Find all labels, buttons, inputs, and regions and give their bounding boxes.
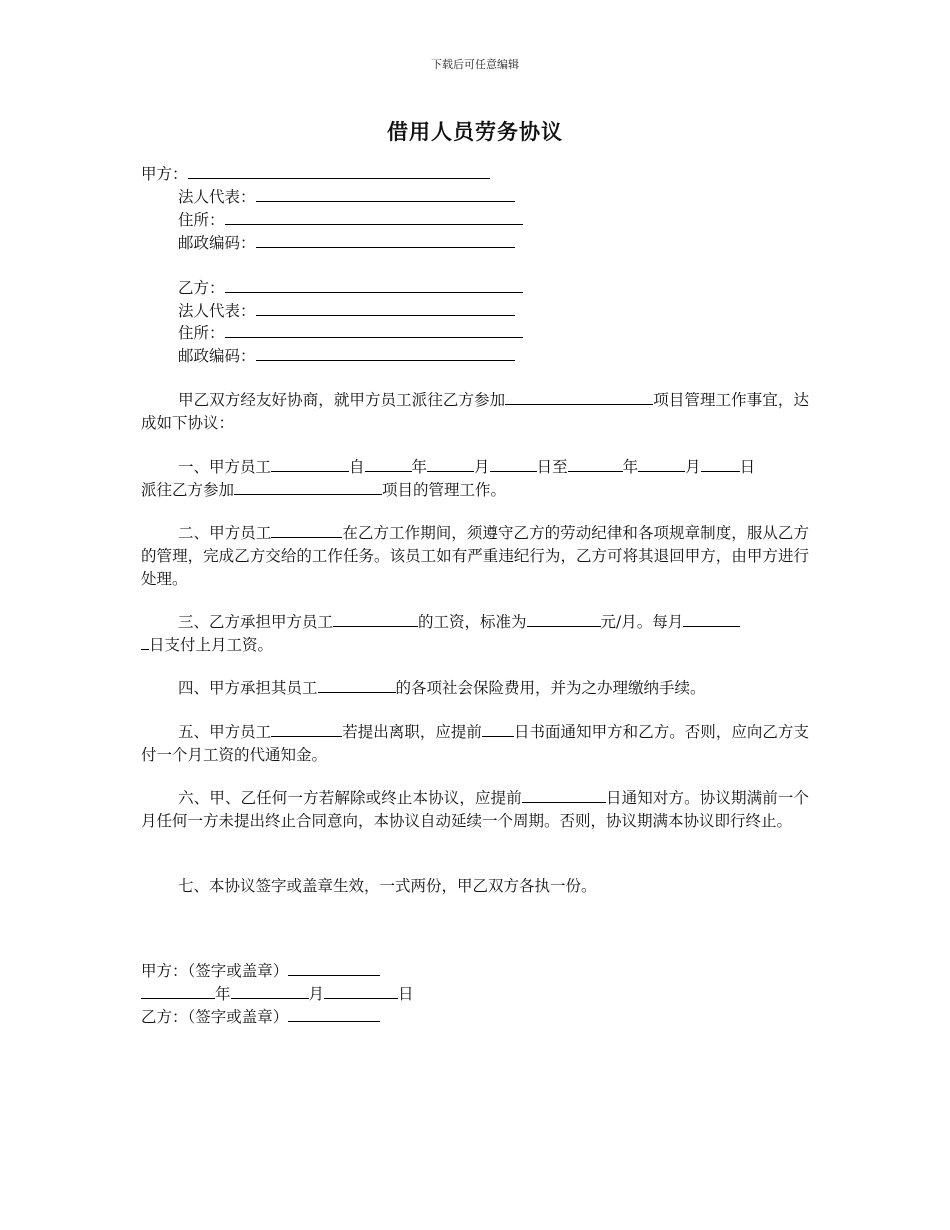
- clause-1-month: 月: [474, 458, 490, 476]
- clause-2: [141, 522, 809, 591]
- clause-3-text-3: 元/月。每月: [600, 613, 684, 631]
- party-a-label: 甲方：: [141, 165, 188, 183]
- party-b-addr-line: [178, 322, 523, 345]
- sign-day-label: 日: [398, 985, 414, 1003]
- signature-a-label: 甲方：（签字或盖章）: [141, 962, 289, 980]
- clause-5-employee-blank[interactable]: [271, 721, 342, 737]
- clause-2-text-1: 二、甲方员工: [178, 524, 272, 542]
- clause-3-employee-blank[interactable]: [333, 611, 418, 627]
- intro-text-1: 甲乙双方经友好协商，就甲方员工派往乙方参加: [178, 391, 506, 409]
- party-a-blank[interactable]: [188, 163, 490, 179]
- sign-month-blank[interactable]: [231, 983, 309, 999]
- clause-3-text-4: 日支付上月工资。: [149, 636, 274, 654]
- clause-2-text-2: 在乙方工作期间，须遵守乙方的劳动纪律和各项规章制度，服从乙方的管理，完成乙方交给的工作任务。该员工如有严重违纪行为，乙方可将其退回甲方，由甲方进行处理。: [141, 524, 809, 588]
- party-a-rep-blank[interactable]: [256, 186, 515, 202]
- party-a-zip-label: 邮政编码：: [178, 234, 256, 252]
- clause-6-text-1: 六、甲、乙任何一方若解除或终止本协议，应提前: [178, 789, 522, 807]
- party-b-zip-label: 邮政编码：: [178, 347, 256, 365]
- party-a-line: [141, 163, 490, 186]
- clause-1-month-2: 月: [685, 458, 701, 476]
- clause-2-employee-blank[interactable]: [271, 522, 342, 538]
- clause-6: [141, 787, 809, 833]
- party-a-zip-blank[interactable]: [256, 232, 515, 248]
- signature-a-blank[interactable]: [288, 960, 380, 976]
- clause-1-day-2: 日: [739, 458, 756, 476]
- signature-b-blank[interactable]: [288, 1006, 380, 1022]
- start-day-blank[interactable]: [490, 456, 537, 472]
- party-a-addr-line: [178, 209, 523, 232]
- clause-1: [141, 456, 809, 502]
- clause-3-text-1: 三、乙方承担甲方员工: [178, 613, 334, 631]
- sign-day-blank[interactable]: [324, 983, 398, 999]
- start-month-blank[interactable]: [427, 456, 474, 472]
- clause-5: [141, 721, 809, 767]
- notice-days-blank[interactable]: [482, 721, 514, 737]
- clause-3: [141, 611, 809, 657]
- start-year-blank[interactable]: [365, 456, 412, 472]
- party-a-addr-blank[interactable]: [225, 209, 523, 225]
- clause-5-text-2: 若提出离职，应提前: [342, 723, 482, 741]
- signature-a-line: [141, 960, 380, 983]
- termination-days-blank[interactable]: [522, 787, 606, 803]
- page-header-note: 下载后可任意编辑: [431, 58, 519, 71]
- party-b-label: 乙方：: [178, 279, 225, 297]
- party-b-zip-blank[interactable]: [256, 345, 515, 361]
- clause-3-text-2: 的工资，标准为: [418, 613, 527, 631]
- document-title: 借用人员劳务协议: [387, 119, 563, 144]
- clause-5-text-1: 五、甲方员工: [178, 723, 272, 741]
- pay-day-blank[interactable]: [683, 611, 740, 627]
- project-name-blank[interactable]: [505, 389, 653, 405]
- party-b-addr-blank[interactable]: [225, 322, 523, 338]
- clause-1-to: 日至: [536, 458, 568, 476]
- party-b-line: [178, 277, 523, 300]
- salary-blank[interactable]: [527, 611, 601, 627]
- end-month-blank[interactable]: [638, 456, 685, 472]
- clause-1-end: 项目的管理工作。: [382, 481, 507, 499]
- signature-b-line: [141, 1006, 380, 1029]
- party-a-zip-line: [178, 232, 515, 255]
- clause-4-text-1: 四、甲方承担其员工: [178, 679, 318, 697]
- signature-b-label: 乙方：（签字或盖章）: [141, 1008, 289, 1026]
- clause-4-text-2: 的各项社会保险费用，并为之办理缴纳手续。: [395, 679, 706, 697]
- clause-5-text-3: 日书面通知甲方和乙方。否则，应向乙方支付一个月工资的代通知金。: [141, 723, 809, 764]
- sign-year-label: 年: [215, 985, 231, 1003]
- party-a-rep-line: [178, 186, 515, 209]
- sign-month-label: 月: [308, 985, 325, 1003]
- clause-4: [141, 677, 809, 700]
- clause-1-year: 年: [411, 458, 428, 476]
- party-b-addr-label: 住所：: [178, 324, 225, 342]
- clause-4-employee-blank[interactable]: [318, 677, 396, 693]
- clause-1-project-blank[interactable]: [234, 479, 382, 495]
- party-a-addr-label: 住所：: [178, 211, 225, 229]
- signature-date-line: [141, 983, 414, 1006]
- party-b-zip-line: [178, 345, 515, 368]
- clause-1-from: 自: [349, 458, 365, 476]
- clause-6-text-2: 日通知对方。协议期满前一个月任何一方未提出终止合同意向，本协议自动延续一个周期。否则，协议期满本协议即行终止。: [141, 789, 809, 830]
- party-b-blank[interactable]: [225, 277, 523, 293]
- clause-7-text: 七、本协议签字或盖章生效，一式两份，甲乙双方各执一份。: [178, 877, 597, 895]
- end-year-blank[interactable]: [568, 456, 623, 472]
- party-b-rep-label: 法人代表：: [178, 302, 256, 320]
- sign-year-blank[interactable]: [141, 983, 215, 999]
- pay-day-blank-cont: [141, 634, 149, 650]
- party-a-rep-label: 法人代表：: [178, 188, 256, 206]
- party-b-rep-blank[interactable]: [256, 300, 515, 316]
- intro-paragraph: [141, 389, 809, 435]
- intro-text-2: 项目管理工作事宜，达成如下协议：: [141, 391, 809, 432]
- end-day-blank[interactable]: [701, 456, 740, 472]
- party-b-rep-line: [178, 300, 515, 323]
- clause-1-text: 一、甲方员工: [178, 458, 272, 476]
- clause-1-year-2: 年: [622, 458, 639, 476]
- clause-7: [141, 875, 809, 898]
- clause-1-dispatch: 派往乙方参加: [141, 481, 235, 499]
- employee-blank[interactable]: [271, 456, 349, 472]
